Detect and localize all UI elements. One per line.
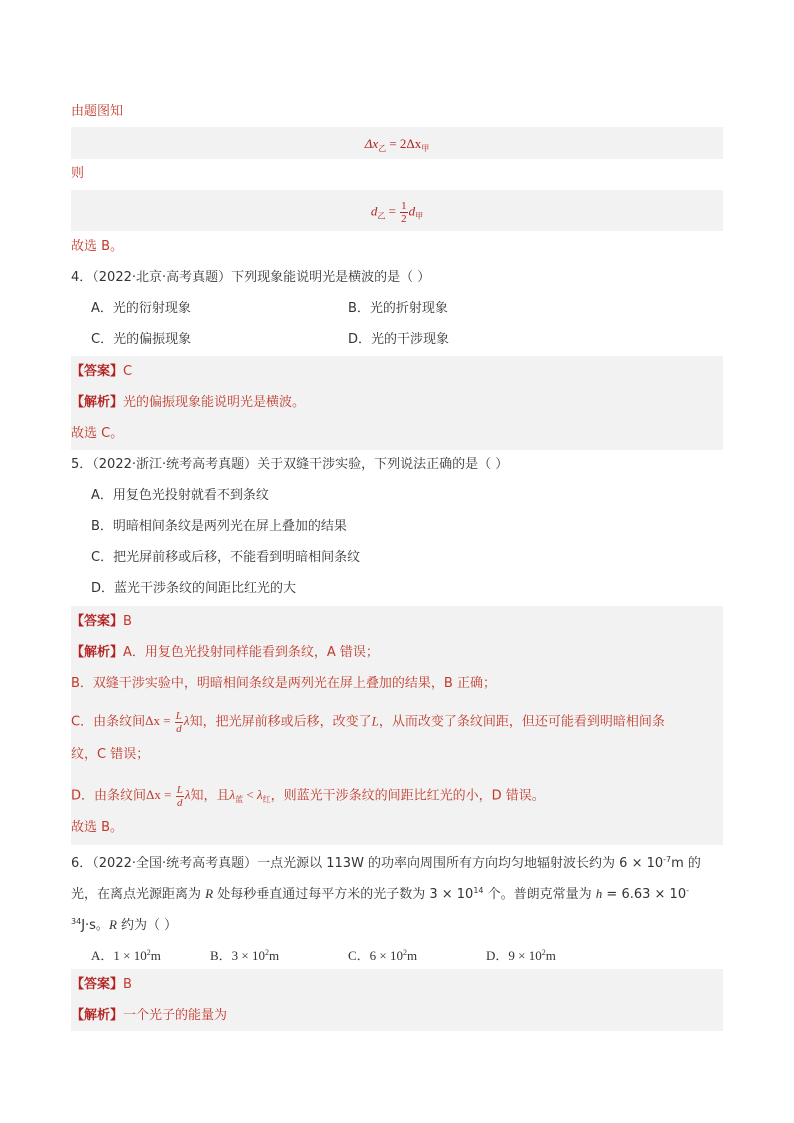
q5-analysis-b: B．双缝干涉实验中，明暗相间条纹是两列光在屏上叠加的结果，B 正确； (71, 676, 496, 691)
q6-stem-line2: 光，在离点光源距离为 R 处每秒垂直通过每平方米的光子数为 $3 \times 10^{14}$ 个。普朗克常量为 h = 6.63 × 10- (71, 886, 689, 902)
q5-analysis-d: D．由条纹间Δx = $\frac{L}{d}$ λ知，且$\lambda_蓝 < \lambda_红$，则蓝光干涉条纹的间距比红光的小，D 错误。 (71, 784, 545, 809)
formula-d: $d_乙$ = $\frac{1}{2}$ $d_甲$ (370, 200, 424, 225)
q5-analysis-c-cont: 纹，C 错误； (71, 747, 150, 762)
q6-option-a: A．$1 \times 10^2m$ (91, 948, 161, 963)
q5-option-a: A．用复色光投射就看不到条纹 (91, 488, 269, 503)
q4-stem: 4．（2022·北京·高考真题）下列现象能说明光是横波的是（ ） (71, 270, 431, 285)
q5-conclusion: 故选 B。 (71, 820, 124, 835)
q5-analysis-a: 【解析】A．用复色光投射同样能看到条纹，A 错误； (71, 645, 379, 660)
q4-option-b: B．光的折射现象 (348, 301, 448, 316)
intro-then: 则 (71, 166, 85, 181)
q6-answer: 【答案】B (71, 977, 132, 992)
q6-option-b: B．$3 \times 10^2m$ (210, 948, 280, 963)
q4-analysis: 【解析】光的偏振现象能说明光是横波。 (71, 395, 306, 410)
q5-option-c: C．把光屏前移或后移，不能看到明暗相间条纹 (91, 550, 361, 565)
intro-text: 由题图知 (71, 104, 124, 119)
q4-option-d: D．光的干涉现象 (348, 332, 450, 347)
q6-analysis: 【解析】一个光子的能量为 (71, 1008, 228, 1023)
q5-stem: 5．（2022·浙江·统考高考真题）关于双缝干涉实验，下列说法正确的是（ ） (71, 457, 509, 472)
q5-analysis-c: C．由条纹间Δx = $\frac{L}{d}$ λ知，把光屏前移或后移，改变了L，从而改变了条纹间距，但还可能看到明暗相间条 (71, 710, 665, 735)
q6-stem-line3: $^{34}$J·s。R 约为（ ） (71, 917, 178, 933)
q6-option-d: D．$9 \times 10^2m$ (486, 948, 556, 963)
q6-option-c: C．$6 \times 10^2m$ (348, 948, 418, 963)
q4-conclusion: 故选 C。 (71, 426, 124, 441)
q4-option-c: C．光的偏振现象 (91, 332, 192, 347)
formula-delta-x: $\Delta x_乙 = 2\Delta x_甲$ (364, 136, 430, 153)
q5-option-b: B．明暗相间条纹是两列光在屏上叠加的结果 (91, 519, 347, 534)
q6-stem-line1: 6．（2022·全国·统考高考真题）一点光源以 113W 的功率向周围所有方向均匀地辐射波长约为 $6 \times 10^{-7}m$ 的 (71, 855, 701, 871)
q4-answer: 【答案】C (71, 364, 133, 379)
intro-conclusion: 故选 B。 (71, 239, 124, 254)
q5-answer: 【答案】B (71, 614, 132, 629)
q4-option-a: A．光的衍射现象 (91, 301, 191, 316)
q5-option-d: D．蓝光干涉条纹的间距比红光的大 (91, 581, 297, 596)
